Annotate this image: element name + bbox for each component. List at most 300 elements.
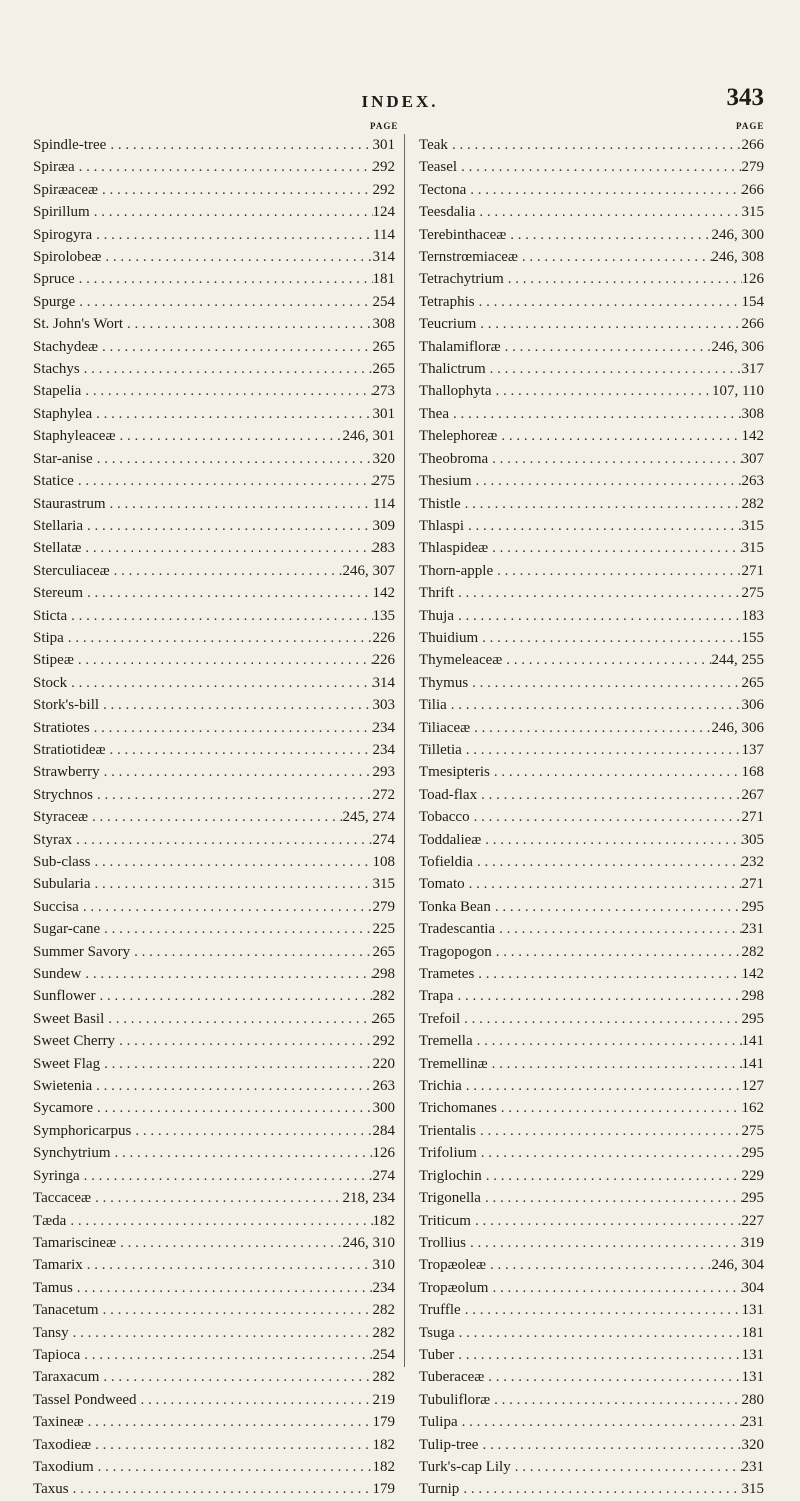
dot-leader [88, 806, 343, 828]
index-entry [419, 1165, 764, 1187]
index-page-ref: 131 [741, 1346, 764, 1363]
index-term: Stellatæ [33, 540, 82, 557]
index-term: Taxodium [33, 1458, 94, 1475]
index-page-ref: 298 [741, 988, 764, 1005]
index-entry [419, 1344, 764, 1366]
index-term: Spirolobeæ [33, 249, 102, 266]
index-entry [33, 851, 395, 873]
dot-leader [464, 515, 742, 537]
index-page-ref: 282 [372, 988, 395, 1005]
index-term: Spirogyra [33, 226, 93, 243]
index-term: Taxus [33, 1481, 69, 1498]
index-entry [33, 201, 395, 223]
index-term: Tremella [419, 1033, 473, 1050]
index-entry [419, 246, 764, 268]
index-term: Tetrachytrium [419, 271, 504, 288]
index-term: Thistle [419, 495, 461, 512]
index-term: Stereum [33, 585, 83, 602]
index-entry [33, 1344, 395, 1366]
index-page-ref: 142 [372, 585, 395, 602]
index-page-ref: 142 [741, 966, 764, 983]
index-term: Ternstrœmiaceæ [419, 249, 518, 266]
index-term: Tamariscineæ [33, 1234, 117, 1251]
index-term: Trollius [419, 1234, 466, 1251]
index-page-ref: 265 [372, 361, 395, 378]
index-page-ref: 275 [741, 1122, 764, 1139]
index-page-ref: 279 [741, 159, 764, 176]
index-term: Synchytrium [33, 1145, 111, 1162]
index-page-ref: 295 [741, 1190, 764, 1207]
index-page-ref: 254 [372, 293, 395, 310]
dot-leader [466, 1232, 742, 1254]
index-page-ref: 319 [741, 1234, 764, 1251]
dot-leader [476, 313, 741, 335]
index-page-ref: 246, 301 [342, 428, 395, 445]
index-page-ref: 244, 255 [711, 652, 764, 669]
dot-leader [477, 784, 741, 806]
index-entry [33, 627, 395, 649]
index-term: Taxodieæ [33, 1436, 92, 1453]
index-page-ref: 272 [372, 786, 395, 803]
index-term: Sycamore [33, 1100, 93, 1117]
index-term: Sweet Cherry [33, 1033, 116, 1050]
index-term: Summer Savory [33, 943, 131, 960]
index-entry [419, 627, 764, 649]
index-term: Triticum [419, 1212, 471, 1229]
index-entry [33, 582, 395, 604]
index-entry [33, 1120, 395, 1142]
index-term: Thrift [419, 585, 454, 602]
dot-leader [460, 1008, 741, 1030]
index-term: Truffle [419, 1302, 461, 1319]
index-term: Stratiotes [33, 719, 90, 736]
dot-leader [98, 179, 373, 201]
index-term: Teucrium [419, 316, 477, 333]
dot-leader [501, 336, 712, 358]
index-entry [33, 1232, 395, 1254]
index-entry [33, 1434, 395, 1456]
index-term: Theobroma [419, 450, 489, 467]
index-page-ref: 274 [372, 831, 395, 848]
index-page-ref: 307 [741, 450, 764, 467]
index-entry [33, 784, 395, 806]
index-entry [33, 1299, 395, 1321]
index-page-ref: 283 [372, 540, 395, 557]
dot-leader [488, 1277, 741, 1299]
dot-leader [476, 1120, 742, 1142]
index-term: Tiliaceæ [419, 719, 471, 736]
index-page-ref: 179 [372, 1481, 395, 1498]
index-page-ref: 245, 274 [342, 809, 395, 826]
index-page-ref: 305 [741, 831, 764, 848]
index-page-ref: 282 [741, 495, 764, 512]
index-page-ref: 107, 110 [712, 383, 764, 400]
index-page-ref: 246, 300 [711, 226, 764, 243]
dot-leader [92, 403, 372, 425]
index-page-ref: 181 [741, 1324, 764, 1341]
index-entry [419, 717, 764, 739]
index-page-ref: 292 [372, 1033, 395, 1050]
index-term: Tofieldia [419, 854, 473, 870]
dot-leader [81, 537, 372, 559]
index-page-ref: 114 [373, 226, 395, 243]
index-term: Tomato [419, 876, 465, 893]
index-entry [33, 941, 395, 963]
index-term: Styrax [33, 831, 73, 848]
dot-leader [497, 425, 741, 447]
dot-leader [484, 1366, 741, 1388]
index-page-ref: 314 [372, 674, 395, 691]
index-term: Thlaspi [419, 517, 464, 534]
index-term: Teesdalia [419, 204, 476, 221]
index-term: Taraxacum [33, 1369, 100, 1386]
index-entry [33, 1165, 395, 1187]
index-term: Staphyleaceæ [33, 428, 116, 445]
index-page-ref: 292 [372, 159, 395, 176]
index-entry [33, 918, 395, 940]
index-term: Taccaceæ [33, 1190, 92, 1207]
index-page-ref: 220 [372, 1055, 395, 1072]
dot-leader [91, 873, 373, 895]
index-entry [33, 873, 395, 895]
index-entry [419, 358, 764, 380]
column-divider [404, 134, 405, 1367]
index-term: Turnip [419, 1481, 460, 1498]
index-entry [419, 963, 764, 985]
index-entry [419, 739, 764, 761]
index-page-ref: 246, 304 [711, 1257, 764, 1274]
index-page-ref: 317 [741, 361, 764, 378]
index-page-ref: 271 [741, 562, 764, 579]
left-column-page-label: PAGE [370, 121, 399, 131]
index-page-ref: 295 [741, 1145, 764, 1162]
dot-leader [92, 224, 373, 246]
index-term: Tanacetum [33, 1302, 99, 1319]
index-entry [419, 582, 764, 604]
index-page-ref: 218, 234 [342, 1190, 395, 1207]
index-entry [419, 1434, 764, 1456]
index-page-ref: 226 [372, 652, 395, 669]
dot-leader [90, 717, 373, 739]
dot-leader [99, 1366, 372, 1388]
index-term: Tapioca [33, 1346, 81, 1363]
dot-leader [454, 582, 742, 604]
index-entry [419, 649, 764, 671]
index-page-ref: 282 [372, 1369, 395, 1386]
index-term: Spiræaceæ [33, 181, 98, 198]
index-term: Sweet Flag [33, 1055, 101, 1072]
index-term: Trifolium [419, 1145, 477, 1162]
index-page-ref: 282 [372, 1324, 395, 1341]
dot-leader [75, 291, 372, 313]
dot-leader [67, 605, 372, 627]
dot-leader [80, 358, 373, 380]
index-entry [419, 470, 764, 492]
dot-leader [490, 1389, 741, 1411]
index-entry [33, 1053, 395, 1075]
index-page-ref: 182 [372, 1458, 395, 1475]
index-entry [419, 694, 764, 716]
index-term: Thuja [419, 607, 454, 624]
index-page-ref: 279 [372, 898, 395, 915]
dot-leader [458, 1411, 742, 1433]
index-term: Tamarix [33, 1257, 83, 1274]
index-entry [419, 1232, 764, 1254]
index-entry [33, 1097, 395, 1119]
dot-leader [83, 1254, 373, 1276]
index-term: Tæda [33, 1212, 67, 1229]
dot-leader [92, 1075, 372, 1097]
dot-leader [74, 470, 373, 492]
index-term: Taxineæ [33, 1414, 84, 1431]
index-entry [419, 537, 764, 559]
index-page-ref: 273 [372, 383, 395, 400]
index-term: Stipa [33, 629, 64, 646]
dot-leader [110, 560, 343, 582]
index-page-ref: 295 [741, 898, 764, 915]
index-term: Trichia [419, 1078, 462, 1095]
index-term: Tuber [419, 1346, 455, 1363]
index-page-ref: 293 [372, 764, 395, 781]
index-term: Toad-flax [419, 786, 478, 803]
dot-leader [465, 873, 742, 895]
dot-leader [495, 918, 741, 940]
index-page-ref: 284 [372, 1122, 395, 1139]
index-term: Stellaria [33, 517, 83, 534]
index-entry [33, 1456, 395, 1478]
index-page-ref: 274 [372, 1167, 395, 1184]
index-term: Spindle-tree [33, 137, 107, 153]
index-page-ref: 308 [741, 405, 764, 422]
index-page-ref: 127 [741, 1078, 764, 1095]
dot-leader [461, 1299, 742, 1321]
dot-leader [454, 1344, 741, 1366]
index-page-ref: 124 [372, 204, 395, 221]
index-entry [419, 1322, 764, 1344]
dot-leader [115, 425, 342, 447]
index-entry [419, 336, 764, 358]
index-entry [419, 1210, 764, 1232]
dot-leader [486, 358, 742, 380]
index-term: Tetraphis [419, 293, 475, 310]
index-entry [33, 649, 395, 671]
index-entry [419, 1075, 764, 1097]
index-entry [33, 358, 395, 380]
dot-leader [459, 1478, 741, 1500]
dot-leader [471, 1210, 742, 1232]
index-term: Thallophyta [419, 383, 492, 400]
index-term: Succisa [33, 898, 79, 915]
dot-leader [91, 1187, 342, 1209]
dot-leader [79, 896, 373, 918]
index-entry [419, 873, 764, 895]
dot-leader [73, 1277, 373, 1299]
index-page-ref: 131 [741, 1302, 764, 1319]
index-page-ref: 265 [372, 338, 395, 355]
index-page-ref: 226 [372, 629, 395, 646]
index-page-ref: 266 [741, 316, 764, 333]
dot-leader [488, 448, 741, 470]
index-term: Tuberaceæ [419, 1369, 485, 1386]
index-page-ref: 275 [372, 473, 395, 490]
index-entry [419, 1053, 764, 1075]
index-page-ref: 246, 306 [711, 338, 764, 355]
index-term: Stock [33, 674, 68, 691]
index-page-ref: 275 [741, 585, 764, 602]
dot-leader [497, 1097, 742, 1119]
index-page-ref: 227 [741, 1212, 764, 1229]
dot-leader [455, 1322, 742, 1344]
index-page-ref: 304 [741, 1279, 764, 1296]
index-entry [33, 672, 395, 694]
index-entry [419, 806, 764, 828]
index-term: Tropæoleæ [419, 1257, 486, 1274]
index-term: Toddalieæ [419, 831, 482, 848]
dot-leader [91, 1434, 372, 1456]
index-term: Sundew [33, 966, 82, 983]
index-term: Stachydeæ [33, 338, 98, 355]
dot-leader [123, 313, 373, 335]
index-page-ref: 265 [372, 943, 395, 960]
index-entry [33, 694, 395, 716]
index-entry [33, 739, 395, 761]
index-term: Tansy [33, 1324, 69, 1341]
index-term: Trigonella [419, 1190, 481, 1207]
index-page-ref: 315 [741, 204, 764, 221]
index-term: Tremellinæ [419, 1055, 488, 1072]
index-page-ref: 162 [741, 1100, 764, 1117]
index-term: Stipeæ [33, 652, 74, 669]
dot-leader [504, 268, 742, 290]
dot-leader [462, 739, 742, 761]
dot-leader [64, 627, 373, 649]
index-term: Stachys [33, 361, 80, 378]
index-term: Trefoil [419, 1010, 461, 1027]
page-number: 343 [726, 84, 764, 111]
index-page-ref: 267 [741, 786, 764, 803]
index-page-ref: 234 [372, 741, 395, 758]
index-entry [419, 403, 764, 425]
index-page-ref: 108 [372, 854, 395, 870]
index-term: Thesium [419, 473, 472, 490]
dot-leader [91, 851, 373, 873]
index-entry [419, 515, 764, 537]
index-term: Thelephoreæ [419, 428, 498, 445]
dot-leader [468, 672, 741, 694]
index-term: Statice [33, 473, 74, 490]
index-entry [33, 403, 395, 425]
index-term: Star-anise [33, 450, 93, 467]
index-page-ref: 246, 308 [711, 249, 764, 266]
dot-leader [131, 1120, 372, 1142]
index-page-ref: 301 [372, 137, 395, 153]
index-entry [33, 493, 395, 515]
index-page-ref: 182 [372, 1436, 395, 1453]
index-term: Staphylea [33, 405, 93, 422]
index-entry [419, 1299, 764, 1321]
index-term: Tobacco [419, 809, 470, 826]
index-page-ref: 303 [372, 697, 395, 714]
index-term: Trametes [419, 966, 475, 983]
index-term: Thlaspideæ [419, 540, 489, 557]
dot-leader [478, 1434, 741, 1456]
index-term: Thuidium [419, 629, 479, 646]
index-entry [33, 1030, 395, 1052]
index-entry [419, 896, 764, 918]
index-entry [419, 134, 764, 156]
index-term: St. John's Wort [33, 316, 123, 333]
index-entry [33, 179, 395, 201]
index-term: Spiræa [33, 159, 75, 176]
dot-leader [470, 806, 742, 828]
index-page-ref: 306 [741, 697, 764, 714]
dot-leader [475, 291, 742, 313]
index-entry [33, 761, 395, 783]
index-entry [419, 1142, 764, 1164]
index-term: Tilia [419, 697, 447, 714]
dot-leader [502, 649, 711, 671]
dot-leader [447, 694, 742, 716]
index-page-ref: 266 [741, 181, 764, 198]
index-page-ref: 231 [741, 1414, 764, 1431]
index-term: Thalamifloræ [419, 338, 501, 355]
dot-leader [106, 493, 374, 515]
index-page-ref: 234 [372, 719, 395, 736]
dot-leader [491, 896, 742, 918]
index-entry [33, 963, 395, 985]
index-entry [33, 224, 395, 246]
index-entry [419, 493, 764, 515]
index-page-ref: 219 [372, 1391, 395, 1408]
dot-leader [493, 560, 741, 582]
dot-leader [80, 1165, 373, 1187]
index-page-ref: 232 [741, 854, 764, 870]
index-entry [33, 1366, 395, 1388]
index-entry [33, 1389, 395, 1411]
index-page-ref: 263 [741, 473, 764, 490]
index-term: Teak [419, 137, 448, 153]
dot-leader [67, 672, 372, 694]
index-entry [419, 1254, 764, 1276]
index-page-ref: 229 [741, 1167, 764, 1184]
right-index-column [419, 134, 764, 1501]
index-entry [33, 560, 395, 582]
dot-leader [473, 1030, 742, 1052]
index-term: Turk's-cap Lily [419, 1458, 511, 1475]
index-term: Thalictrum [419, 361, 486, 378]
dot-leader [491, 380, 712, 402]
index-term: Sticta [33, 607, 68, 624]
index-page-ref: 183 [741, 607, 764, 624]
dot-leader [90, 201, 373, 223]
index-entry [419, 1097, 764, 1119]
index-entry [33, 291, 395, 313]
dot-leader [454, 605, 742, 627]
index-entry [419, 1187, 764, 1209]
index-term: Tropæolum [419, 1279, 489, 1296]
index-page-ref: 320 [741, 1436, 764, 1453]
index-term: Thymeleaceæ [419, 652, 503, 669]
index-page-ref: 246, 306 [711, 719, 764, 736]
index-entry [33, 1142, 395, 1164]
dot-leader [462, 1075, 742, 1097]
index-term: Swietenia [33, 1078, 93, 1095]
index-term: Stratiotideæ [33, 741, 106, 758]
dot-leader [96, 985, 373, 1007]
dot-leader [81, 380, 372, 402]
index-term: Styraceæ [33, 809, 88, 826]
index-entry [419, 605, 764, 627]
